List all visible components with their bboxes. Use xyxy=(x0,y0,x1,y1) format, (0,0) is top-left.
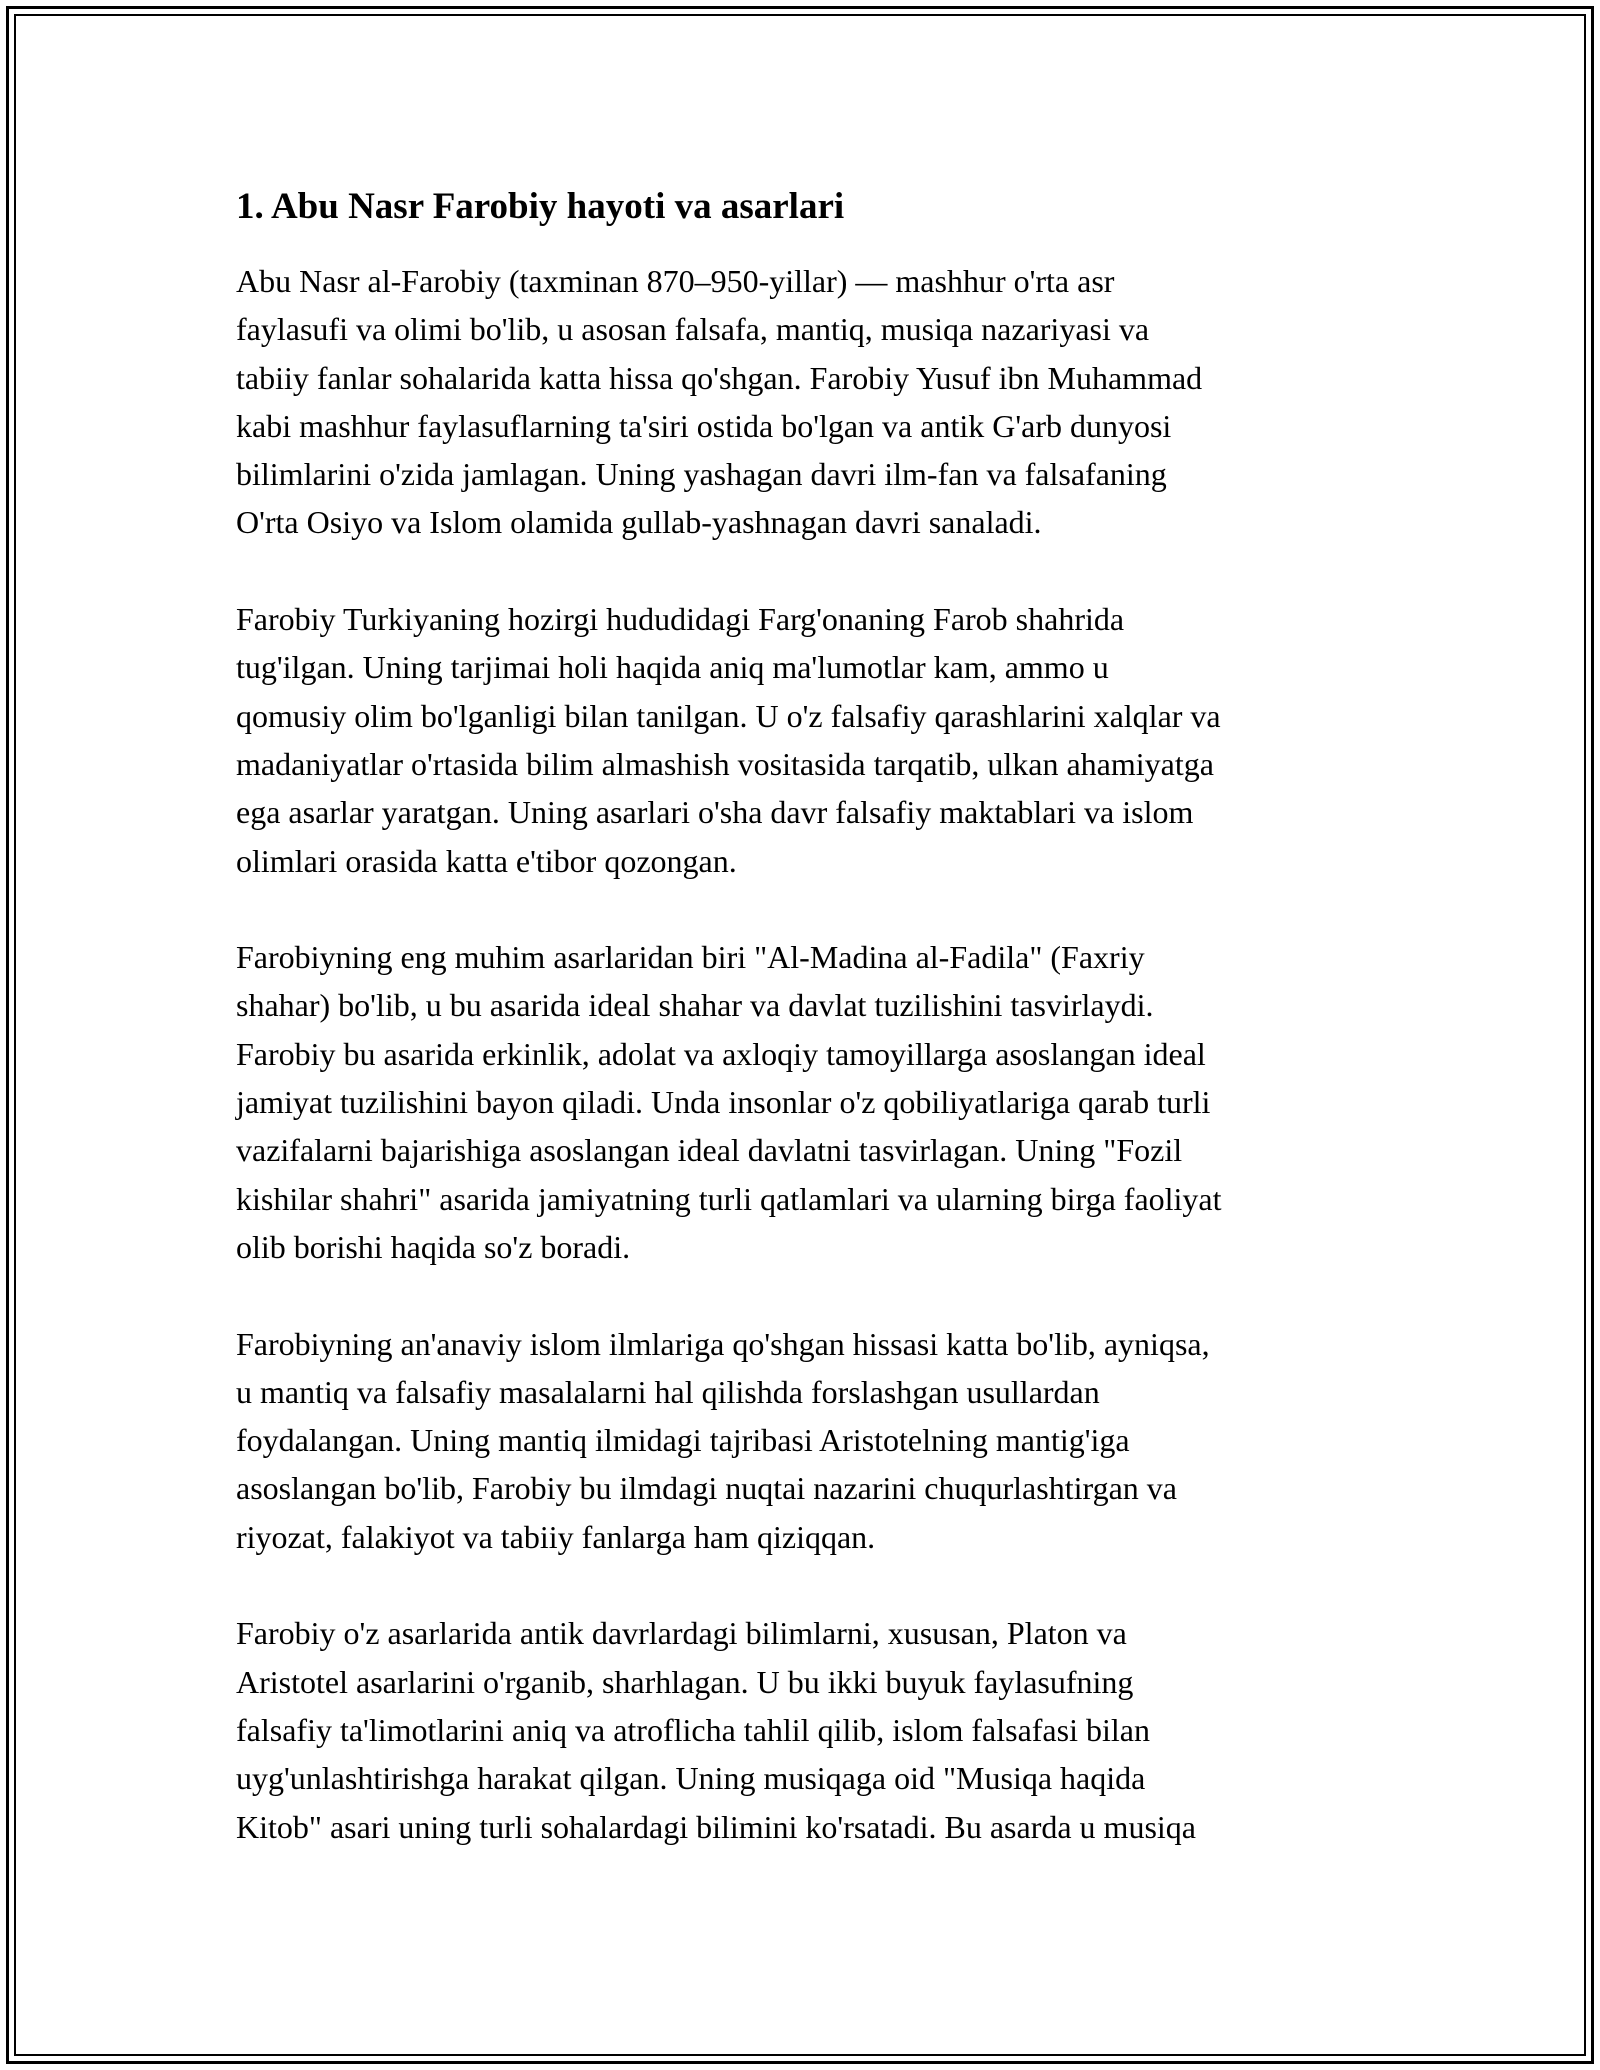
text-line: Farobiy Turkiyaning hozirgi hududidagi Farg'onaning Farob shahrida xyxy=(236,601,1125,638)
text-line: bilimlarini o'zida jamlagan. Uning yashagan davri ilm-fan va falsafaning xyxy=(236,456,1167,493)
text-line: olib borishi haqida so'z boradi. xyxy=(236,1228,631,1265)
text-line: O'rta Osiyo va Islom olamida gullab-yashnagan davri sanaladi. xyxy=(236,504,1042,541)
text-line: foydalangan. Uning mantiq ilmidagi tajribasi Aristotelning mantig'iga xyxy=(236,1422,1130,1459)
text-line: Farobiy bu asarida erkinlik, adolat va axloqiy tamoyillarga asoslangan ideal xyxy=(236,1035,1206,1072)
text-line: uyg'unlashtirishga harakat qilgan. Uning musiqaga oid "Musiqa haqida xyxy=(236,1760,1146,1797)
text-line: Farobiy o'z asarlarida antik davrlardagi bilimlarni, xususan, Platon va xyxy=(236,1615,1127,1652)
text-line: jamiyat tuzilishini bayon qiladi. Unda insonlar o'z qobiliyatlariga qarab turli xyxy=(236,1084,1211,1121)
text-line: olimlari orasida katta e'tibor qozongan. xyxy=(236,842,737,879)
text-line: Kitob" asari uning turli sohalardagi bilimini ko'rsatadi. Bu asarda u musiqa xyxy=(236,1808,1196,1845)
text-line: tabiiy fanlar sohalarida katta hissa qo'shgan. Farobiy Yusuf ibn Muhammad xyxy=(236,359,1203,396)
paragraph-5 xyxy=(236,1609,1376,1850)
text-line: Farobiyning an'anaviy islom ilmlariga qo'shgan hissasi katta bo'lib, ayniqsa, xyxy=(236,1325,1210,1362)
text-line: kishilar shahri" asarida jamiyatning turli qatlamlari va ularning birga faoliyat xyxy=(236,1180,1222,1217)
text-line: kabi mashhur faylasuflarning ta'siri ostida bo'lgan va antik G'arb dunyosi xyxy=(236,407,1172,444)
text-line: falsafiy ta'limotlarini aniq va atroflicha tahlil qilib, islom falsafasi bilan xyxy=(236,1711,1150,1748)
text-line: qomusiy olim bo'lganligi bilan tanilgan. U o'z falsafiy qarashlarini xalqlar va xyxy=(236,697,1221,734)
text-line: Abu Nasr al-Farobiy (taxminan 870–950-yillar) — mashhur o'rta asr xyxy=(236,263,1115,299)
paragraph-2 xyxy=(236,595,1376,885)
text-line: vazifalarni bajarishiga asoslangan ideal davlatni tasvirlagan. Uning "Fozil xyxy=(236,1132,1183,1169)
document-page xyxy=(236,183,1376,1899)
section-heading: 1. Abu Nasr Farobiy hayoti va asarlari xyxy=(236,186,845,227)
text-line: shahar) bo'lib, u bu asarida ideal shahar va davlat tuzilishini tasvirlaydi. xyxy=(236,987,1154,1024)
paragraph-4 xyxy=(236,1320,1376,1561)
text-line: tug'ilgan. Uning tarjimai holi haqida aniq ma'lumotlar kam, ammo u xyxy=(236,649,1109,686)
text-line: Farobiyning eng muhim asarlaridan biri "Al-Madina al-Fadila" (Faxriy xyxy=(236,939,1145,976)
text-line: madaniyatlar o'rtasida bilim almashish vositasida tarqatib, ulkan ahamiyatga xyxy=(236,745,1214,782)
text-line: riyozat, falakiyot va tabiiy fanlarga ham qiziqqan. xyxy=(236,1518,876,1555)
text-line: u mantiq va falsafiy masalalarni hal qilishda forslashgan usullardan xyxy=(236,1373,1100,1410)
paragraph-1 xyxy=(236,257,1376,547)
text-line: ega asarlar yaratgan. Uning asarlari o'sha davr falsafiy maktablari va islom xyxy=(236,794,1194,831)
text-line: faylasufi va olimi bo'lib, u asosan falsafa, mantiq, musiqa nazariyasi va xyxy=(236,311,1150,348)
text-line: asoslangan bo'lib, Farobiy bu ilmdagi nuqtai nazarini chuqurlashtirgan va xyxy=(236,1470,1177,1507)
text-line: Aristotel asarlarini o'rganib, sharhlagan. U bu ikki buyuk faylasufning xyxy=(236,1663,1134,1700)
paragraph-3 xyxy=(236,933,1376,1271)
